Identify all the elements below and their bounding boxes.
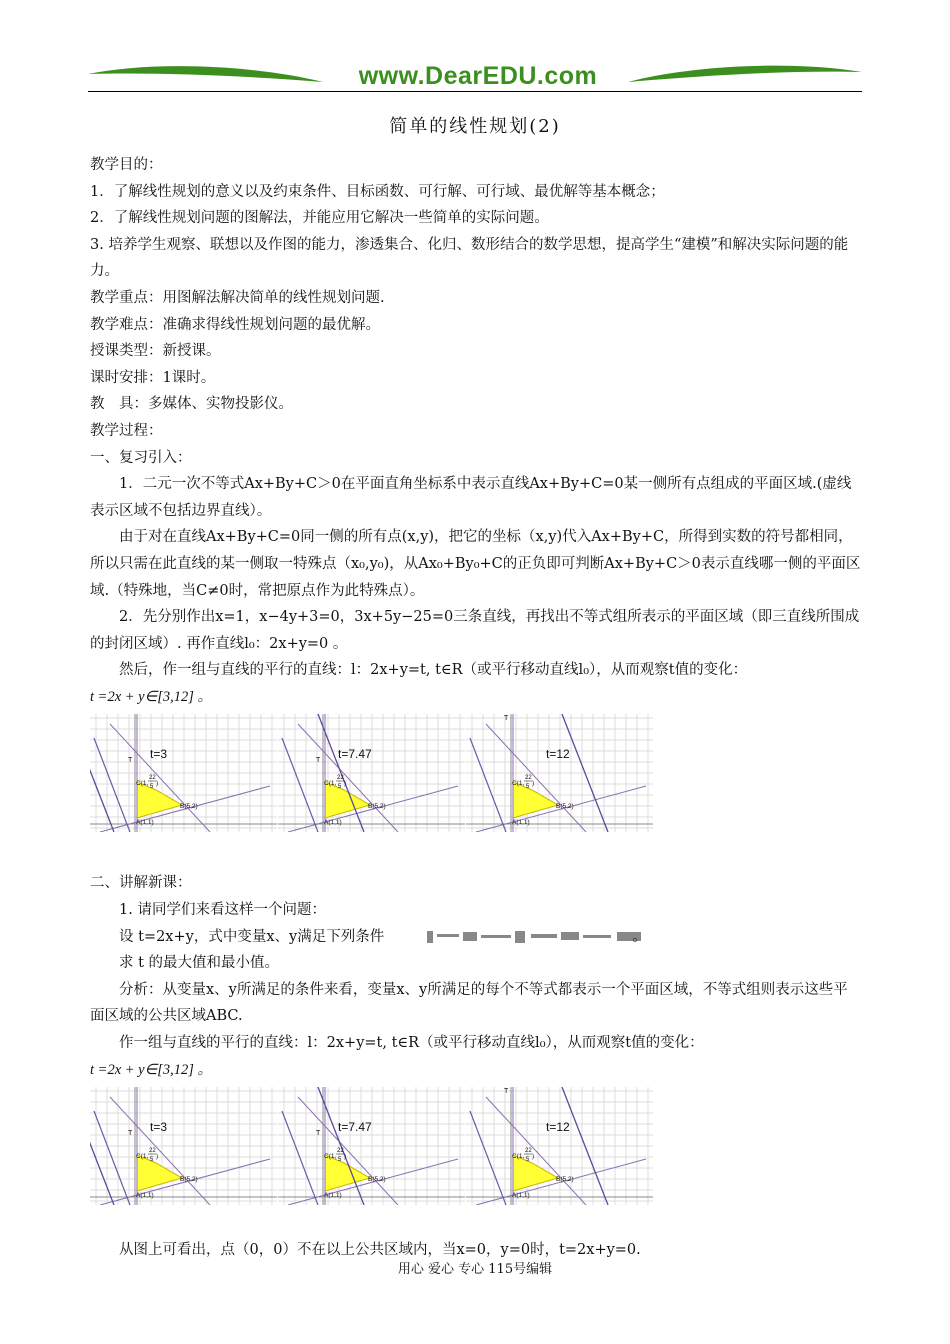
point-c-denominator: 5	[338, 1157, 342, 1164]
para-review-heading: 一、复习引入：	[90, 449, 192, 466]
para-objective-2: 2．了解线性规划问题的图解法，并能应用它解决一些简单的实际问题。	[90, 210, 549, 227]
point-a-label: A(1,1)	[324, 819, 342, 827]
point-c-label: C(1,	[136, 1153, 149, 1161]
point-c-label: C(1,	[324, 780, 337, 788]
point-b-label: B(5,2)	[556, 1176, 574, 1184]
point-c-numerator: 22	[525, 775, 532, 782]
axis-label: T	[128, 1130, 133, 1138]
point-c-denominator: 5	[338, 784, 342, 791]
point-a-label: A(1,1)	[136, 819, 154, 827]
para-range-2: t =2x + y∈[3,12] 。	[90, 1061, 213, 1078]
constraints-image	[392, 928, 632, 946]
line-l0	[282, 738, 318, 832]
figure-t747-b	[278, 1087, 465, 1205]
condition-end: 。	[632, 928, 647, 945]
point-c-close: )	[156, 780, 159, 788]
line-l0	[94, 1111, 130, 1205]
graph-svg	[466, 714, 653, 832]
point-c-close: )	[156, 1153, 159, 1161]
point-b-label: B(5,2)	[368, 1176, 386, 1184]
figure-row-2	[90, 1087, 862, 1207]
figure-t747-a	[278, 714, 465, 832]
para-parallel-lines: 作一组与直线的平行的直线：l：2x+y=t, t∈R（或平行移动直线l₀），从而观察t值的变化：	[119, 1035, 704, 1052]
document-body	[90, 152, 862, 1264]
para-conclusion: 从图上可看出，点（0，0）不在以上公共区域内，当x=0，y=0时，t=2x+y=0.	[119, 1242, 641, 1259]
axis-label: T	[316, 1130, 321, 1138]
point-c-numerator: 22	[337, 775, 344, 782]
point-c-numerator: 22	[337, 1148, 344, 1155]
feasible-region	[513, 1155, 558, 1191]
point-b-label: B(5,2)	[368, 803, 386, 811]
para-lesson-type: 授课类型：新授课。	[90, 343, 221, 360]
t-value-label: t=3	[150, 747, 168, 762]
point-c-label: C(1,	[136, 780, 149, 788]
graph-svg	[90, 714, 277, 832]
header-rule	[88, 91, 862, 92]
t-value-label: t=12	[546, 1120, 570, 1135]
point-c-label: C(1,	[512, 1153, 525, 1161]
para-objective-1: 1．了解线性规划的意义以及约束条件、目标函数、可行解、可行域、最优解等基本概念；	[90, 183, 665, 200]
point-c-denominator: 5	[150, 784, 154, 791]
para-tools: 教 具：多媒体、实物投影仪。	[90, 396, 293, 413]
point-b-label: B(5,2)	[180, 1176, 198, 1184]
point-c-numerator: 22	[149, 775, 156, 782]
para-condition	[90, 924, 862, 951]
para-range-1: t =2x + y∈[3,12] 。	[90, 688, 213, 705]
para-new-lesson-heading: 二、讲解新课：	[90, 875, 192, 892]
feasible-region	[137, 1155, 182, 1191]
site-logo[interactable]: www.DearEDU.com	[358, 62, 598, 90]
graph-svg	[90, 1087, 277, 1205]
line-l0	[94, 738, 130, 832]
para-difficulty: 教学难点：准确求得线性规划问题的最优解。	[90, 316, 380, 333]
point-c-label: C(1,	[324, 1153, 337, 1161]
feasible-region	[325, 782, 370, 818]
axis-label: T	[128, 757, 133, 765]
point-c-close: )	[344, 780, 347, 788]
para-find-t: 求 t 的最大值和最小值。	[119, 955, 280, 972]
figure-t3-a	[90, 714, 277, 832]
feasible-region	[513, 782, 558, 818]
para-review-4: 然后，作一组与直线的平行的直线：l：2x+y=t, t∈R（或平行移动直线l₀），从而观察t值的变化：	[119, 662, 748, 679]
point-c-denominator: 5	[150, 1157, 154, 1164]
point-c-numerator: 22	[525, 1148, 532, 1155]
feasible-region	[325, 1155, 370, 1191]
point-c-denominator: 5	[526, 1157, 530, 1164]
page-footer: 用心 爱心 专心 115号编辑	[397, 1262, 553, 1277]
grid-lines	[278, 714, 465, 832]
point-c-close: )	[532, 780, 535, 788]
grid-lines	[90, 1087, 277, 1205]
point-b-label: B(5,2)	[180, 803, 198, 811]
graph-svg	[278, 714, 465, 832]
point-c-numerator: 22	[149, 1148, 156, 1155]
point-c-close: )	[344, 1153, 347, 1161]
para-objectives-heading: 教学目的：	[90, 157, 163, 173]
para-question: 1. 请同学们来看这样一个问题：	[119, 902, 326, 919]
para-analysis: 分析：从变量x、y所满足的条件来看，变量x、y所满足的每个不等式都表示一个平面区域，不等式组则表示这些平面区域的公共区域ABC.	[90, 981, 848, 1025]
line-l0	[470, 1111, 506, 1205]
grid-lines	[466, 714, 653, 832]
page-title: 简单的线性规划(2)	[389, 116, 561, 137]
para-review-2: 由于对在直线Ax+By+C=0同一侧的所有点(x,y)，把它的坐标（x,y)代入Ax+By+C，所得到实数的符号都相同，所以只需在此直线的某一侧取一特殊点（x₀,y₀)，从Ax₀+By₀+C的正负即可判断Ax+By+C＞0表示直线哪一侧的平面区域.（特殊地，当C≠0时，常把原点作为此特殊点）。	[90, 529, 861, 599]
grid-lines	[466, 1087, 653, 1205]
para-review-1: 1．二元一次不等式Ax+By+C＞0在平面直角坐标系中表示直线Ax+By+C=0某一侧所有点组成的平面区域.(虚线表示区域不包括边界直线）。	[90, 476, 852, 519]
axis-label: T	[504, 715, 509, 723]
grid-lines	[278, 1087, 465, 1205]
figure-row-1	[90, 714, 862, 834]
graph-svg	[466, 1087, 653, 1205]
figure-t12-a	[466, 714, 653, 832]
axis-label: T	[316, 757, 321, 765]
para-process: 教学过程：	[90, 422, 163, 439]
grid-lines	[90, 714, 277, 832]
line-l0	[282, 1111, 318, 1205]
para-key-point: 教学重点：用图解法解决简单的线性规划问题.	[90, 289, 385, 306]
t-value-label: t=7.47	[338, 1120, 372, 1135]
feasible-region	[137, 782, 182, 818]
point-a-label: A(1,1)	[512, 819, 530, 827]
t-value-label: t=12	[546, 747, 570, 762]
point-a-label: A(1,1)	[324, 1192, 342, 1200]
axis-label: T	[504, 1088, 509, 1096]
point-c-label: C(1,	[512, 780, 525, 788]
para-schedule: 课时安排：1课时。	[90, 369, 216, 386]
point-c-close: )	[532, 1153, 535, 1161]
t-value-label: t=3	[150, 1120, 168, 1135]
point-a-label: A(1,1)	[136, 1192, 154, 1200]
condition-text: 设 t=2x+y，式中变量x、y满足下列条件	[119, 928, 385, 945]
figure-t3-b	[90, 1087, 277, 1205]
point-c-denominator: 5	[526, 784, 530, 791]
t-value-label: t=7.47	[338, 747, 372, 762]
graph-svg	[278, 1087, 465, 1205]
site-header	[88, 58, 862, 98]
para-review-3: 2．先分别作出x=1，x−4y+3=0，3x+5y−25=0三条直线，再找出不等式组所表示的平面区域（即三直线所围成的封闭区域）. 再作直线l₀：2x+y=0 。	[90, 609, 860, 652]
line-l0	[470, 738, 506, 832]
point-b-label: B(5,2)	[556, 803, 574, 811]
para-objective-3: 3. 培养学生观察、联想以及作图的能力，渗透集合、化归、数形结合的数学思想，提高学生“建模”和解决实际问题的能力。	[90, 236, 849, 280]
figure-t12-b	[466, 1087, 653, 1205]
point-a-label: A(1,1)	[512, 1192, 530, 1200]
